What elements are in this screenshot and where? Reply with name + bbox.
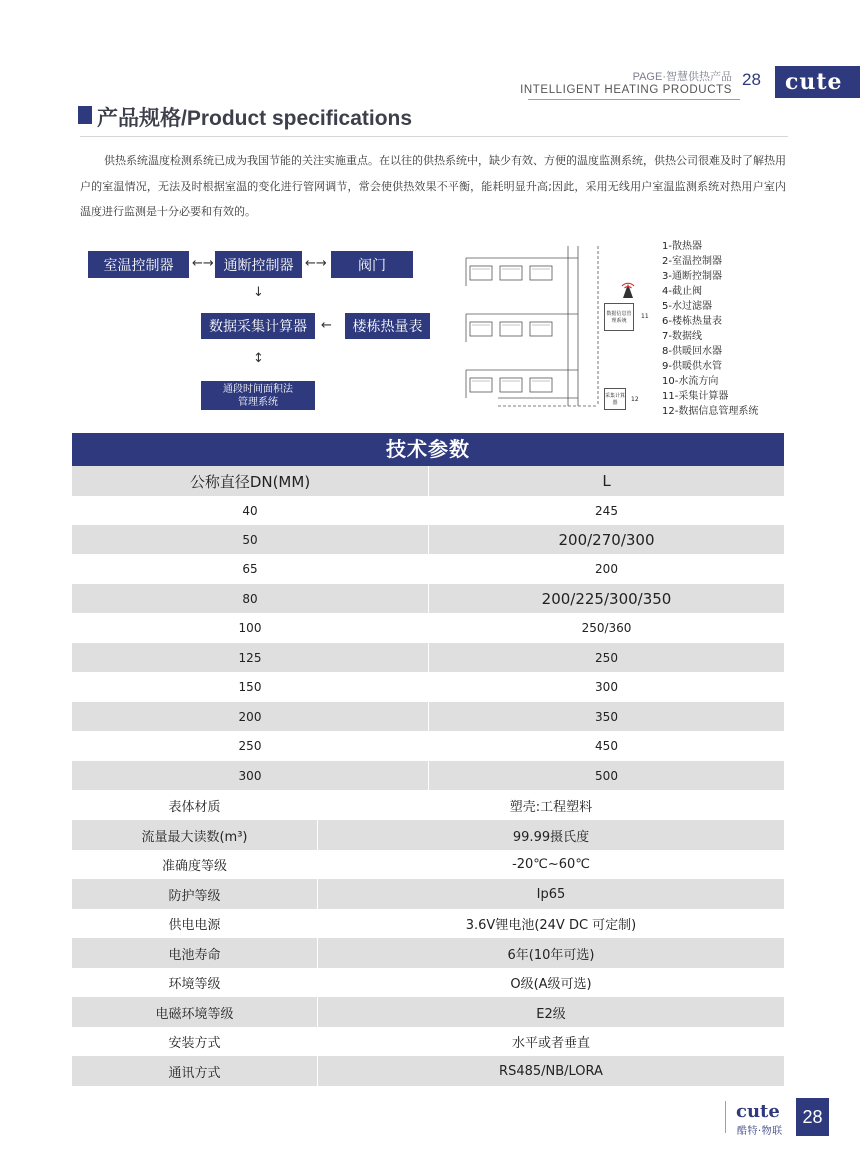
schematic-tag-11: 11: [641, 313, 649, 320]
schematic-tag-12: 12: [631, 396, 639, 403]
spec-param-row: [72, 1056, 784, 1086]
flow-valve: 阀门: [331, 251, 413, 278]
param-name: 表体材质: [168, 799, 221, 815]
spec-dn-row: [72, 761, 784, 790]
collector-box: 采集计算器: [604, 388, 626, 410]
spec-dn-row: [72, 643, 784, 672]
length-value: 350: [595, 709, 618, 724]
param-name: 准确度等级: [161, 858, 227, 874]
legend-item: 3-通断控制器: [662, 271, 722, 282]
param-name: 通讯方式: [168, 1065, 221, 1081]
dn-value: 300: [238, 768, 262, 783]
antenna-icon: [617, 278, 639, 300]
dn-value: 200: [238, 709, 262, 724]
dn-value: 125: [238, 650, 262, 665]
legend-item: 4-截止阀: [662, 286, 702, 297]
header-rule: [528, 99, 740, 100]
spec-param-row: [72, 997, 784, 1027]
param-value: RS485/NB/LORA: [499, 1063, 603, 1079]
flow-room-controller: 室温控制器: [88, 251, 189, 278]
spec-dn-row: [72, 525, 784, 554]
flow-arrow-updown: ↕: [253, 351, 264, 366]
length-value: 250: [595, 650, 618, 665]
header-page-label: PAGE·智慧供热产品: [632, 71, 732, 83]
legend-item: 11-采集计算器: [662, 391, 729, 402]
param-name: 流量最大读数(m³): [141, 829, 248, 845]
param-name: 环境等级: [168, 976, 221, 992]
heating-schematic: [458, 236, 628, 416]
spec-param-row: [72, 938, 784, 968]
footer-brand: 酷特·物联: [737, 1126, 783, 1137]
spec-param-row: [72, 849, 784, 879]
legend-item: 9-供暖供水管: [662, 361, 722, 372]
param-name: 供电电源: [168, 917, 221, 933]
spec-dn-row: [72, 672, 784, 702]
length-value: 200/270/300: [558, 530, 655, 549]
param-value: 6年(10年可选): [507, 947, 595, 963]
param-value: 3.6V锂电池(24V DC 可定制): [465, 917, 637, 933]
dn-value: 150: [238, 680, 262, 694]
spec-dn-row: [72, 554, 784, 584]
spec-param-row: [72, 967, 784, 997]
param-value: O级(A级可选): [510, 976, 592, 992]
spec-dn-row: [72, 702, 784, 731]
header-cell-dn: 公称直径DN(MM): [189, 472, 311, 491]
dn-value: 65: [242, 562, 258, 576]
legend-item: 8-供暖回水器: [662, 346, 722, 357]
header-cell-l: L: [602, 472, 611, 490]
length-value: 200/225/300/350: [541, 589, 672, 608]
flow-arrow-down: ↓: [253, 285, 264, 300]
section-marker: [78, 106, 92, 124]
param-name: 防护等级: [168, 888, 221, 904]
spec-dn-row: [72, 496, 784, 525]
header-subtitle: INTELLIGENT HEATING PRODUCTS: [520, 84, 732, 96]
section-divider: [80, 136, 788, 137]
spec-param-row: [72, 908, 784, 938]
intro-paragraph: 供热系统温度检测系统已成为我国节能的关注实施重点。在以往的供热系统中，缺少有效、方便的温度监测系统，供热公司很难及时了解热用户的室温情况，无法及时根据室温的变化进行管网调节，常会使供热效果不平衡，能耗明显升高;因此，采用无线用户室温监测系统对热用户室内温度进行监测是十分必要和有效的。: [80, 154, 786, 218]
param-name: 电磁环境等级: [155, 1006, 234, 1022]
spec-table-title: 技术参数: [72, 433, 784, 466]
flow-arrow-left: ←: [321, 318, 332, 333]
param-value: -20℃~60℃: [512, 856, 590, 872]
flow-onoff-controller: 通断控制器: [215, 251, 302, 278]
legend-item: 5-水过滤器: [662, 301, 712, 312]
spec-table-header-row: [72, 466, 784, 496]
spec-param-row: [72, 879, 784, 909]
spec-dn-row: [72, 584, 784, 613]
dn-value: 50: [242, 532, 258, 547]
length-value: 250/360: [581, 621, 632, 635]
param-name: 电池寿命: [168, 947, 221, 963]
section-title: 产品规格/Product specifications: [97, 107, 413, 130]
param-value: 水平或者垂直: [511, 1035, 590, 1051]
footer-logo: cute: [736, 1101, 780, 1122]
legend-item: 1-散热器: [662, 241, 702, 252]
param-value: E2级: [536, 1006, 566, 1022]
legend-item: 12-数据信息管理系统: [662, 406, 759, 417]
dn-value: 250: [238, 739, 262, 753]
dn-value: 40: [242, 503, 258, 518]
param-value: Ip65: [536, 886, 566, 902]
schematic-legend: [662, 239, 758, 419]
flow-building-meter: 楼栋热量表: [345, 313, 430, 339]
param-name: 安装方式: [168, 1035, 221, 1051]
header-page-number: 28: [742, 70, 761, 89]
param-value: 塑壳:工程塑料: [509, 799, 593, 815]
length-value: 245: [595, 503, 618, 518]
legend-item: 10-水流方向: [662, 376, 719, 387]
spec-param-row: [72, 1026, 784, 1056]
flow-data-computer: 数据采集计算器: [201, 313, 315, 339]
legend-item: 7-数据线: [662, 331, 702, 342]
footer-divider: [725, 1101, 726, 1133]
flow-management-system: [201, 381, 315, 410]
length-value: 200: [595, 562, 618, 576]
legend-item: 6-楼栋热量表: [662, 316, 722, 327]
spec-param-row: [72, 820, 784, 850]
length-value: 500: [595, 768, 618, 783]
spec-dn-row: [72, 731, 784, 761]
flow-arrow-1: ←→: [192, 256, 214, 271]
management-device-box: 数据信息管理系统: [604, 303, 634, 331]
length-value: 450: [595, 739, 618, 753]
legend-item: 2-室温控制器: [662, 256, 722, 267]
dn-value: 100: [238, 621, 262, 635]
spec-dn-row: [72, 613, 784, 643]
footer-page-number: 28: [796, 1098, 829, 1136]
param-value: 99.99摄氏度: [512, 829, 590, 845]
length-value: 300: [595, 680, 618, 694]
flow-management-line1: 通段时间面积法: [223, 383, 293, 395]
spec-param-row: [72, 790, 784, 820]
header-logo: cute: [775, 66, 860, 98]
dn-value: 80: [242, 591, 258, 606]
flow-arrow-2: ←→: [305, 256, 327, 271]
flow-management-line2: 管理系统: [238, 396, 278, 408]
